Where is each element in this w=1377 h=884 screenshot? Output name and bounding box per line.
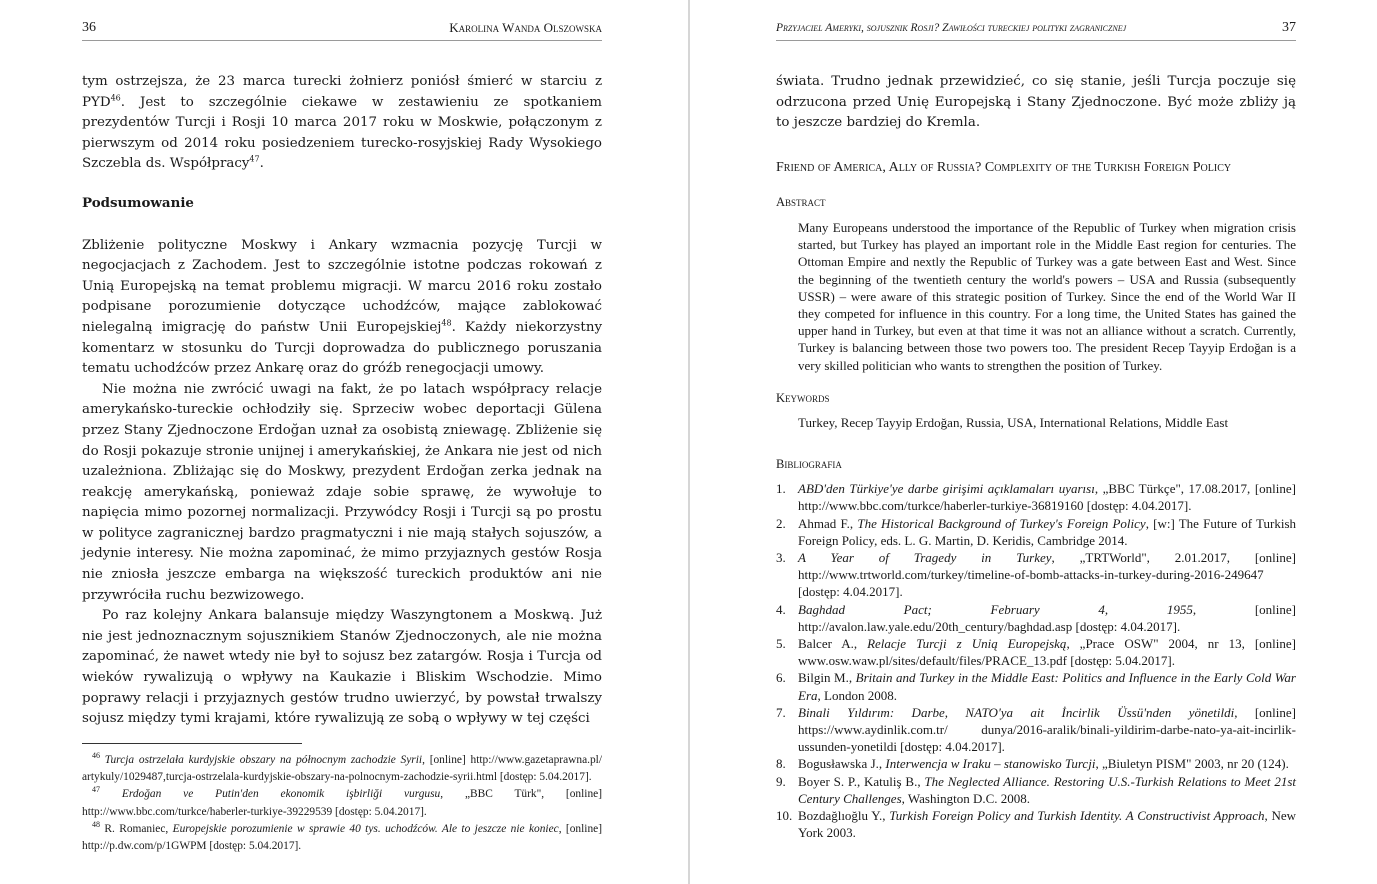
bibliography-author: Bogusławska J., [798, 756, 886, 772]
english-title: Friend of America, Ally of Russia? Complexity of the Turkish Foreign Policy [776, 159, 1232, 175]
bibliography-details: , New York 2003. [798, 808, 1296, 841]
footnote: $^{48}$ R. Romaniec, Europejskie porozumienie w sprawie 40 tys. uchodźców. Ale to jeszcze nie koniec, [online] http://p.dw.com/p/1GWPM [dostęp: 5.04.2017]. [82, 820, 602, 853]
bibliography-item [776, 601, 1296, 635]
right-body-text [776, 72, 1296, 841]
left-body-text [82, 72, 602, 730]
left-page-number: 36 [82, 20, 96, 35]
bibliography-item [776, 635, 1296, 669]
bibliography-title: Interwencja w Iraku – stanowisko Turcji [885, 756, 1096, 772]
bibliography-item [776, 549, 1296, 601]
bibliography-author: Ahmad F., [798, 515, 858, 531]
paragraph: Nie można nie zwrócić uwagi na fakt, że po latach współpracy relacje amerykańsko-tureckie ochłodziły się. Sprzeciw wobec deportacji Gülena przez Stany Zjednoczone Erdoğan uznał za osobistą zniewagę. Zbliżenie się do Rosji pokazuje stronie unijnej i amerykańskiej, że Ankara nie jest od nich uzależniona. Zbliżając się do Moskwy, prezydent Erdoğan zerka jednak na reakcję amerykańską, ponieważ zdaje sobie sprawę, że wywołuje to napięcia mimo pozornej normalizacji. Przywódcy Rosji i Turcji są po prostu w polityce zagranicznej bardzo pragmatyczni i nie mają stałych sojuszów, a jedynie interesy. Nie można zapominać, że mimo przyjaznych gestów Rosja nie zniosła jeszcze embarga na większość tureckich produktów ani nie przywróciła ruchu bezwizowego. [82, 381, 602, 603]
abstract-text: Many Europeans understood the importance of the Republic of Turkey when migration crisis started, but Turkey has played an important role in the Middle East region for centuries. The Ottoman Empire and nextly the Republic of Turkey was a gate between East and West. Since the beginning of the twentieth century the world's powers – USA and Russia (subsequently USSR) – were aware of this strategic position of Turkey. Since the end of the World War II they competed for influence in this country. For a long time, the United States has gained the upper hand in Turkey, but even at that time it was not an alliance without a scratch. Currently, Turkey is balancing between those two powers too. The president Recep Tayyip Erdoğan is a very skilled politician who wants to strengthen the position of Turkey. [798, 219, 1296, 373]
bibliography-item [776, 773, 1296, 807]
footnote-divider [82, 743, 302, 744]
keywords-text: Turkey, Recep Tayyip Erdoğan, Russia, USA, International Relations, Middle East [798, 415, 1229, 431]
bibliography-item [776, 755, 1296, 772]
left-running-head: Karolina Wanda Olszowska [449, 20, 602, 35]
bibliography-details: , [w:] The Future of Turkish Foreign Policy, eds. L. G. Martin, D. Keridis, Cambridge 2014. [798, 515, 1297, 548]
bibliography-author: Boyer S. P., Katuliş B., [798, 773, 925, 789]
bibliography-author: Bozdağlıoğlu Y., [798, 808, 890, 824]
bibliography-title: The Historical Background of Turkey's Foreign Policy [857, 515, 1146, 531]
footnotes [82, 752, 602, 855]
continuation-paragraph: świata. Trudno jednak przewidzieć, co się stanie, jeśli Turcja poczuje się odrzucona przed Unię Europejską i Stany Zjednoczone. Być może zbliży ją to jeszcze bardziej do Kremla. [776, 74, 1296, 131]
bibliography-number: 9. [776, 773, 786, 789]
bibliography-details: , „Biuletyn PISM" 2003, nr 20 (124). [1095, 756, 1289, 772]
bibliography-details: , „BBC Türkçe", 17.08.2017, [online] http://www.bbc.com/turkce/haberler-turkiye-36819160 [dostęp: 4.04.2017]. [798, 481, 1296, 514]
bibliography-number: 10. [776, 808, 793, 824]
left-page [0, 0, 688, 884]
footnote-ref[interactable]: 47 [249, 154, 260, 164]
abstract-label: Abstract [776, 195, 826, 210]
bibliography-title: Britain and Turkey in the Middle East: Politics and Influence in the Early Cold War Era [798, 670, 1296, 703]
bibliography-item [776, 704, 1297, 756]
paragraph: Zbliżenie polityczne Moskwy i Ankary wzmacnia pozycję Turcji w negocjacjach z Zachodem. Jest to szczególnie istotne podczas rokowań z Unią Europejską na temat problemu migracji. W marcu 2016 roku zostało podpisane porozumienie dotyczące uchodźców, mające zablokować nielegalną imigrację do państw Unii Europejskiej$^{48}$. Każdy niekorzystny komentarz w stosunku do Turcji doprowadza do publicznego poruszania tematu uchodźców przez Ankarę oraz do gróźb renegocjacji umowy. [82, 237, 603, 377]
bibliography-list [776, 480, 1296, 841]
paragraph: tym ostrzejsza, że 23 marca turecki żołnierz poniósł śmierć w starciu z PYD$^{46}$. Jest to szczególnie ciekawe w zestawieniu ze spotkaniem prezydentów Turcji i Rosji 10 marca 2017 roku w Moskwie, połączonym z pierwszym od 2014 roku posiedzeniem turecko-rosyjskiej Rady Wysokiego Szczebla ds. Współpracy$^{47}$. [82, 74, 602, 172]
bibliography-label: Bibliografia [776, 456, 842, 471]
bibliography-number: 7. [776, 704, 786, 720]
bibliography-title: Turkish Foreign Policy and Turkish Identity. A Constructivist Approach [889, 808, 1265, 824]
bibliography-number: 8. [776, 756, 786, 772]
bibliography-number: 2. [776, 515, 786, 531]
bibliography-title: Binali Yıldırım: Darbe, NATO'ya ait İncirlik Üssü'nden yönetildi [798, 704, 1235, 720]
bibliography-details: , [online] https://www.aydinlik.com.tr/ dunya/2016-aralik/binali-yildirim-darbe-nato-ya-ait-incirlik-ussunden-yonetildi [dostęp: 4.04.2017]. [798, 704, 1297, 755]
bibliography-title: ABD'den Türkiye'ye darbe girişimi açıklamaları uyarısı [798, 481, 1095, 497]
bibliography-title: A Year of Tragedy in Turkey [798, 550, 1052, 565]
bibliography-item [776, 515, 1297, 549]
bibliography-number: 1. [776, 481, 786, 497]
section-heading: Podsumowanie [82, 194, 194, 211]
right-page-number: 37 [1282, 20, 1296, 35]
right-header [776, 18, 1296, 41]
footnote-ref[interactable]: 46 [110, 93, 121, 103]
left-header [82, 18, 602, 41]
bibliography-item [776, 807, 1296, 841]
footnote: $^{46}$ Turcja ostrzelała kurdyjskie obszary na północnym zachodzie Syrii, [online] http://www.gazetaprawna.pl/ artykuly/1029487,turcja-ostrzelala-kurdyjskie-obszary-na-polnocnym-zachodzie-syrii.html [dostęp: 5.04.2017]. [82, 751, 603, 784]
keywords-label: Keywords [776, 390, 830, 405]
bibliography-title: The Neglected Alliance. Restoring U.S.-Turkish Relations to Meet 21st Century Challenges [798, 773, 1296, 806]
bibliography-author: Bilgin M., [798, 670, 856, 686]
bibliography-details: , „TRTWorld", 2.01.2017, [online] http://www.trtworld.com/turkey/timeline-of-bomb-attacks-in-turkey-during-2016-249647 [dostęp: 4.04.2017]. [798, 550, 1296, 600]
bibliography-details: , [online] http://avalon.law.yale.edu/20th_century/baghdad.asp [dostęp: 4.04.2017]. [798, 601, 1296, 634]
bibliography-author: Balcer A., [798, 636, 868, 652]
bibliography-item [776, 669, 1296, 703]
bibliography-details: , London 2008. [817, 687, 897, 703]
bibliography-number: 4. [776, 601, 786, 617]
bibliography-item [776, 480, 1296, 514]
bibliography-title: Relacje Turcji z Unią Europejską [867, 636, 1067, 652]
right-page [690, 0, 1377, 884]
footnote: $^{47}$ Erdoğan ve Putin'den ekonomik işbirliği vurgusu, „BBC Türk", [online] http://www.bbc.com/turkce/haberler-turkiye-39229539 [dostęp: 5.04.2017]. [82, 785, 602, 818]
bibliography-title: Baghdad Pact; February 4, 1955 [798, 601, 1193, 617]
bibliography-number: 5. [776, 636, 786, 652]
bibliography-number: 3. [776, 550, 786, 565]
right-running-head: Przyjaciel Ameryki, sojusznik Rosji? Zawiłości tureckiej polityki zagranicznej [776, 22, 1127, 34]
bibliography-details: , „Prace OSW" 2004, nr 13, [online] www.osw.waw.pl/sites/default/files/PRACE_13.pdf [dostęp: 5.04.2017]. [798, 636, 1296, 669]
bibliography-details: , Washington D.C. 2008. [901, 790, 1030, 806]
bibliography-number: 6. [776, 670, 786, 686]
footnote-ref[interactable]: 48 [441, 318, 452, 328]
paragraph: Po raz kolejny Ankara balansuje między Waszyngtonem a Moskwą. Już nie jest jednoznacznym sojusznikiem Stanów Zjednoczonych, ale nie można zapominać, że nawet wtedy nie był to sojusz bez zatargów. Rosja i Turcja od wieków rywalizują o wpływy na Kaukazie i Bliskim Wschodzie. Mimo poprawy relacji i przyjaznych gestów trudno uwierzyć, by powstał trwalszy sojusz między tymi krajami, które rywalizują ze sobą o wpływy w tej części [82, 608, 602, 727]
